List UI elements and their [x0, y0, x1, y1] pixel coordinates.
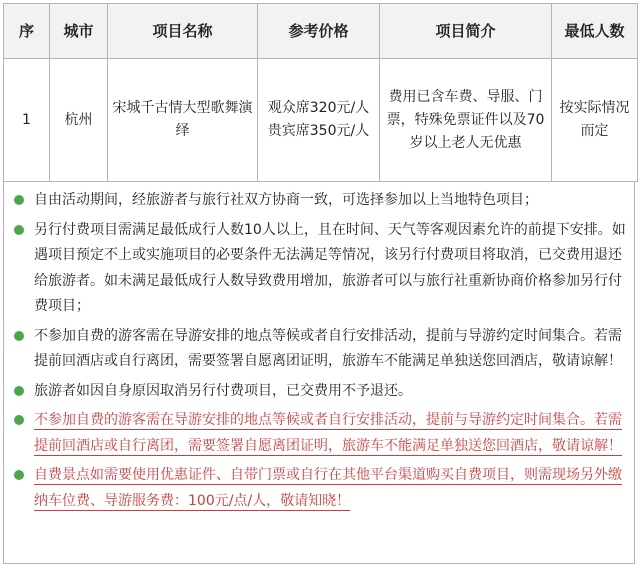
- cell-index: 1: [4, 59, 50, 182]
- notes-section: [3, 182, 635, 564]
- green-bullet-icon: [14, 386, 24, 396]
- header-project-intro: 项目简介: [380, 4, 552, 59]
- note-item-highlighted: [12, 408, 628, 459]
- header-city: 城市: [50, 4, 108, 59]
- cell-reference-price: 观众席320元/人 贵宾席350元/人: [258, 59, 380, 182]
- green-bullet-icon: [14, 415, 24, 425]
- header-reference-price: 参考价格: [258, 4, 380, 59]
- note-item: [12, 379, 628, 405]
- note-item: [12, 188, 628, 214]
- itinerary-content: [3, 3, 637, 564]
- cell-city: 杭州: [50, 59, 108, 182]
- table-row: [4, 59, 638, 182]
- note-text: 旅游者如因自身原因取消另行付费项目，已交费用不予退还。: [34, 382, 412, 399]
- cell-min-people: 按实际情况而定: [552, 59, 638, 182]
- header-min-people: 最低人数: [552, 4, 638, 59]
- cell-project-name: 宋城千古情大型歌舞演绎: [108, 59, 258, 182]
- note-text: 自费景点如需要使用优惠证件、自带门票或自行在其他平台渠道购买自费项目，则需现场另外缴纳车位费、导游服务费：100元/点/人，敬请知晓！: [34, 467, 622, 509]
- note-text: 不参加自费的游客需在导游安排的地点等候或者自行安排活动，提前与导游约定时间集合。若需提前回酒店或自行离团，需要签署自愿离团证明，旅游车不能满足单独送您回酒店，敬请谅解！: [34, 327, 622, 369]
- note-item: [12, 218, 628, 320]
- note-text: 另行付费项目需满足最低成行人数10人以上，且在时间、天气等客观因素允许的前提下安排。如遇项目预定不上或实施项目的必要条件无法满足等情况，该另行付费项目将取消，已交费用退还给旅游者。如未满足最低成行人数导致费用增加，旅游者可以与旅行社重新协商价格参加另行付费项目；: [34, 221, 626, 314]
- note-item: [12, 324, 628, 375]
- header-index: 序: [4, 4, 50, 59]
- green-bullet-icon: [14, 195, 24, 205]
- table-header-row: [4, 4, 638, 59]
- note-item-highlighted: [12, 463, 628, 514]
- note-text: 不参加自费的游客需在导游安排的地点等候或者自行安排活动，提前与导游约定时间集合。若需提前回酒店或自行离团，需要签署自愿离团证明，旅游车不能满足单独送您回酒店，敬请谅解！: [34, 412, 622, 454]
- green-bullet-icon: [14, 470, 24, 480]
- note-text: 自由活动期间，经旅游者与旅行社双方协商一致，可选择参加以上当地特色项目；: [34, 192, 538, 208]
- green-bullet-icon: [14, 225, 24, 235]
- cell-project-intro: 费用已含车费、导服、门票，特殊免票证件以及70岁以上老人无优惠: [380, 59, 552, 182]
- optional-project-table: [3, 3, 638, 182]
- green-bullet-icon: [14, 331, 24, 341]
- header-project-name: 项目名称: [108, 4, 258, 59]
